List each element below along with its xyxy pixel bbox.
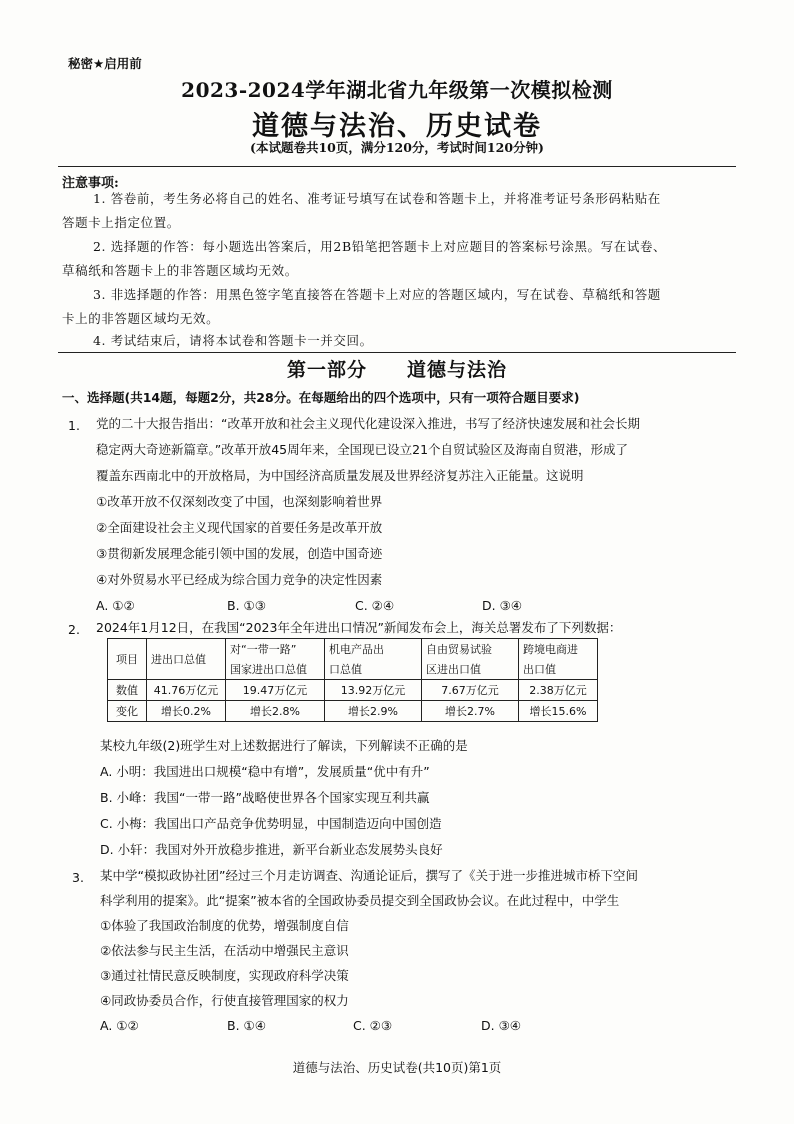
table-header-cell: 自由贸易试验: [422, 639, 519, 660]
table-cell: 增长15.6%: [519, 701, 598, 722]
subject-title: 道德与法治、历史试卷: [252, 111, 542, 142]
question-2-option-b: B. 小峰：我国“一带一路”战略使世界各个国家实现互利共赢: [100, 790, 430, 805]
table-cell: 41.76万亿元: [147, 680, 226, 701]
secret-label: 秘密★启用前: [68, 56, 142, 71]
exam-info: (本试题卷共10页，满分120分，考试时间120分钟): [250, 140, 544, 155]
question-2-line-1: 2024年1月12日，在我国“2023年全年进出口情况”新闻发布会上，海关总署发布了下列数据：: [96, 620, 622, 635]
table-header-row: [108, 639, 598, 660]
table-cell: 数值: [108, 680, 147, 701]
question-2-option-c: C. 小梅：我国出口产品竞争优势明显，中国制造迈向中国创造: [100, 816, 442, 831]
question-1-number: 1.: [68, 418, 80, 433]
note-2b: 草稿纸和答题卡上的非答题区域均无效。: [62, 263, 298, 278]
question-1-statement-2: ②全面建设社会主义现代国家的首要任务是改革开放: [96, 520, 383, 535]
note-4: 4. 考试结束后，请将本试卷和答题卡一并交回。: [93, 333, 373, 348]
trade-data-table: [107, 638, 598, 722]
section-heading: 一、选择题(共14题，每题2分，共28分。在每题给出的四个选项中，只有一项符合题目要求): [62, 390, 580, 405]
question-2-option-d: D. 小轩：我国对外开放稳步推进，新平台新业态发展势头良好: [100, 842, 443, 857]
question-3-line-1: 某中学“模拟政协社团”经过三个月走访调查、沟通论证后，撰写了《关于进一步推进城市桥下空间: [100, 868, 638, 883]
question-1-option-b: B. ①③: [227, 598, 266, 613]
table-header-cell: 国家进出口总值: [226, 659, 325, 680]
table-cell: 2.38万亿元: [519, 680, 598, 701]
part-title: 第一部分 道德与法治: [286, 359, 507, 381]
exam-title: 2023-2024学年湖北省九年级第一次模拟检测: [181, 78, 613, 102]
table-cell: 增长2.7%: [422, 701, 519, 722]
question-1-option-d: D. ③④: [482, 598, 522, 613]
table-header-cell: 区进出口值: [422, 659, 519, 680]
question-1-option-c: C. ②④: [355, 598, 395, 613]
question-1-statement-4: ④对外贸易水平已经成为综合国力竞争的决定性因素: [96, 572, 383, 587]
question-3-line-2: 科学利用的提案》。此“提案”被本省的全国政协委员提交到全国政协会议。在此过程中，中学生: [100, 893, 620, 908]
question-3-statement-2: ②依法参与民主生活，在活动中增强民主意识: [100, 943, 349, 958]
note-3a: 3. 非选择题的作答：用黑色签字笔直接答在答题卡上对应的答题区域内，写在试卷、草稿纸和答题: [93, 287, 661, 302]
table-row: [108, 701, 598, 722]
question-3-option-a: A. ①②: [100, 1018, 139, 1033]
table-header-cell: 口总值: [325, 659, 422, 680]
question-3-option-c: C. ②③: [353, 1018, 393, 1033]
table-header-cell: 进出口总值: [147, 639, 226, 680]
table-header-cell: 对“一带一路”: [226, 639, 325, 660]
note-2a: 2. 选择题的作答：每小题选出答案后，用2B铅笔把答题卡上对应题目的答案标号涂黑。写在试卷、: [93, 239, 667, 254]
question-2-option-a: A. 小明：我国进出口规模“稳中有增”，发展质量“优中有升”: [100, 764, 430, 779]
notes-heading: 注意事项:: [62, 176, 119, 191]
table-cell: 增长0.2%: [147, 701, 226, 722]
question-2-number: 2.: [68, 622, 80, 637]
table-cell: 变化: [108, 701, 147, 722]
question-1-line-3: 覆盖东西南北中的开放格局，为中国经济高质量发展及世界经济复苏注入正能量。这说明: [96, 468, 584, 483]
table-header-cell: 出口值: [519, 659, 598, 680]
question-2-line-2: 某校九年级(2)班学生对上述数据进行了解读，下列解读不正确的是: [100, 738, 468, 753]
table-header-cell: 项目: [108, 639, 147, 680]
table-cell: 19.47万亿元: [226, 680, 325, 701]
notes-divider: [58, 352, 736, 353]
question-1-option-a: A. ①②: [96, 598, 135, 613]
question-3-statement-3: ③通过社情民意反映制度，实现政府科学决策: [100, 968, 349, 983]
question-3-statement-4: ④同政协委员合作，行使直接管理国家的权力: [100, 993, 349, 1008]
question-3-number: 3.: [72, 870, 84, 885]
note-1b: 答题卡上指定位置。: [62, 215, 180, 230]
note-3b: 卡上的非答题区域均无效。: [62, 311, 220, 326]
page-footer: 道德与法治、历史试卷(共10页)第1页: [292, 1060, 502, 1075]
question-3-option-d: D. ③④: [481, 1018, 521, 1033]
table-row: [108, 680, 598, 701]
top-divider: [58, 166, 736, 167]
table-header-cell: 机电产品出: [325, 639, 422, 660]
question-1-statement-1: ①改革开放不仅深刻改变了中国，也深刻影响着世界: [96, 494, 383, 509]
question-3-statement-1: ①体验了我国政治制度的优势，增强制度自信: [100, 918, 349, 933]
note-1a: 1. 答卷前，考生务必将自己的姓名、准考证号填写在试卷和答题卡上，并将准考证号条形码粘贴在: [93, 191, 661, 206]
table-cell: 增长2.8%: [226, 701, 325, 722]
table-cell: 增长2.9%: [325, 701, 422, 722]
question-1-line-2: 稳定两大奇迹新篇章。”改革开放45周年来，全国现已设立21个自贸试验区及海南自贸港，形成了: [96, 442, 629, 457]
question-1-statement-3: ③贯彻新发展理念能引领中国的发展，创造中国奇迹: [96, 546, 383, 561]
table-header-cell: 跨境电商进: [519, 639, 598, 660]
table-cell: 13.92万亿元: [325, 680, 422, 701]
question-3-option-b: B. ①④: [227, 1018, 266, 1033]
question-1-line-1: 党的二十大报告指出：“改革开放和社会主义现代化建设深入推进，书写了经济快速发展和社会长期: [96, 416, 640, 431]
table-cell: 7.67万亿元: [422, 680, 519, 701]
